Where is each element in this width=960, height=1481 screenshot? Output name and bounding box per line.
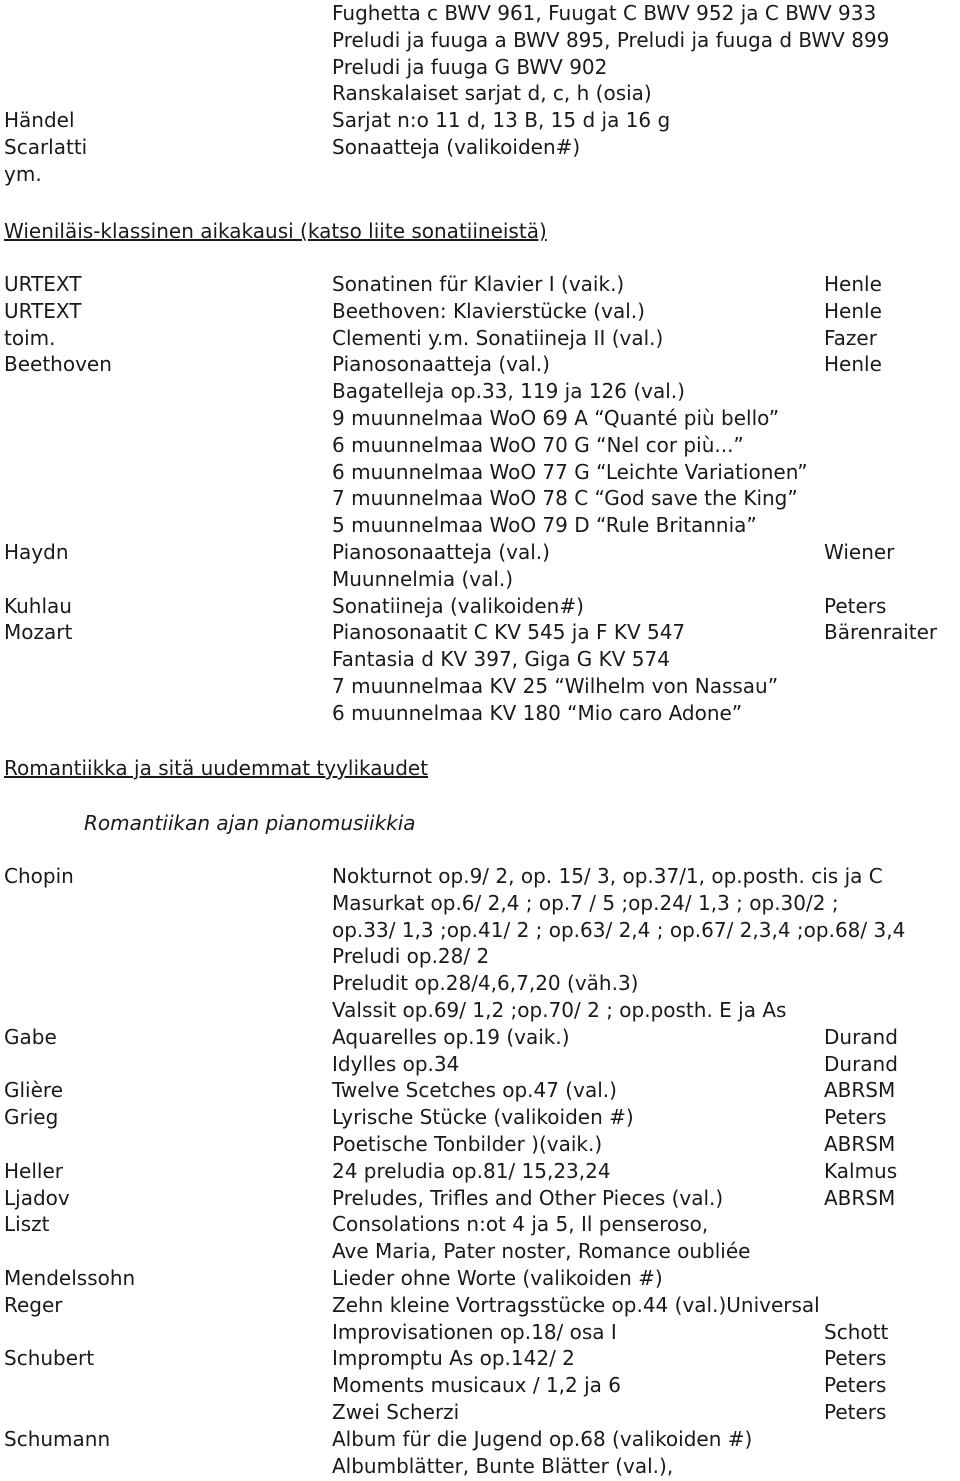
work-cell: Twelve Scetches op.47 (val.) [332, 1078, 617, 1103]
composer-cell: Gabe [4, 1024, 57, 1049]
composer-cell: Beethoven [4, 352, 112, 377]
work-cell: 7 muunnelmaa WoO 78 C “God save the King” [332, 486, 798, 511]
table-row [0, 700, 960, 727]
table-row [0, 459, 960, 486]
composer-cell: Kuhlau [4, 593, 72, 618]
composer-cell: Ljadov [4, 1185, 70, 1210]
table-row [0, 1104, 960, 1131]
work-cell: Consolations n:ot 4 ja 5, Il penseroso, [332, 1212, 709, 1237]
table-row [0, 943, 960, 970]
work-cell: Fughetta c BWV 961, Fuugat C BWV 952 ja C BWV 933 [332, 1, 877, 25]
table-row [0, 485, 960, 512]
work-cell: Clementi y.m. Sonatiineja II (val.) [332, 325, 664, 350]
table-row [0, 1185, 960, 1212]
table-row [0, 1051, 960, 1078]
table-row [0, 1399, 960, 1426]
table-row [0, 54, 960, 81]
work-cell: Sonatinen für Klavier I (vaik.) [332, 272, 625, 296]
composer-cell: Chopin [4, 864, 74, 888]
work-cell: op.33/ 1,3 ;op.41/ 2 ; op.63/ 2,4 ; op.67/ 2,3,4 ;op.68/ 3,4 [332, 917, 906, 942]
table-row [0, 1453, 960, 1480]
table-row [0, 1426, 960, 1453]
work-cell: Preludi ja fuuga G BWV 902 [332, 54, 608, 79]
composer-cell: Heller [4, 1158, 63, 1183]
work-cell: Preludi op.28/ 2 [332, 944, 490, 969]
table-row [0, 539, 960, 566]
table-row [0, 1238, 960, 1265]
table-row [0, 0, 960, 27]
work-cell: 5 muunnelmaa WoO 79 D “Rule Britannia” [332, 513, 757, 538]
composer-cell: Scarlatti [4, 135, 88, 159]
table-row [0, 1024, 960, 1051]
table-row [0, 1131, 960, 1158]
table-row [0, 1345, 960, 1372]
work-cell: Zehn kleine Vortragsstücke op.44 (val.)Universal [332, 1292, 820, 1317]
table-row [0, 27, 960, 54]
table-row [0, 566, 960, 593]
publisher-cell: Durand [824, 1024, 898, 1049]
publisher-cell: Peters [824, 1373, 887, 1398]
composer-cell: URTEXT [4, 272, 82, 296]
publisher-cell: Henle [824, 352, 882, 377]
work-cell: Fantasia d KV 397, Giga G KV 574 [332, 647, 670, 672]
work-cell: Sarjat n:o 11 d, 13 B, 15 d ja 16 g [332, 108, 671, 133]
table-row [0, 325, 960, 352]
table-row [0, 271, 960, 298]
work-cell: Pianosonaatteja (val.) [332, 540, 550, 564]
work-cell: 7 muunnelmaa KV 25 “Wilhelm von Nassau” [332, 674, 779, 698]
table-row [0, 1077, 960, 1104]
table-row [0, 134, 960, 161]
composer-cell: ym. [4, 161, 42, 186]
table-row [0, 1319, 960, 1346]
work-cell: Moments musicaux / 1,2 ja 6 [332, 1373, 621, 1398]
work-cell: Ave Maria, Pater noster, Romance oubliée [332, 1239, 751, 1264]
table-row [0, 863, 960, 890]
work-cell: 6 muunnelmaa WoO 70 G “Nel cor più...” [332, 432, 744, 457]
work-cell: Albumblätter, Bunte Blätter (val.), [332, 1453, 674, 1478]
section-heading-classical: Wieniläis-klassinen aikakausi (katso liite sonatiineistä) [4, 219, 547, 243]
table-row [0, 512, 960, 539]
publisher-cell: Peters [824, 1400, 887, 1424]
table-row [0, 646, 960, 673]
publisher-cell: Fazer [824, 325, 877, 350]
composer-cell: Schubert [4, 1346, 95, 1371]
publisher-cell: Durand [824, 1051, 898, 1076]
work-cell: Preludit op.28/4,6,7,20 (väh.3) [332, 971, 639, 996]
publisher-cell: Peters [824, 1105, 887, 1130]
composer-cell: Grieg [4, 1105, 59, 1130]
composer-cell: Händel [4, 108, 75, 133]
table-row [0, 917, 960, 944]
table-row [0, 1158, 960, 1185]
publisher-cell: Peters [824, 1346, 887, 1371]
work-cell: 24 preludia op.81/ 15,23,24 [332, 1158, 611, 1183]
work-cell: Ranskalaiset sarjat d, c, h (osia) [332, 81, 652, 106]
table-row [0, 298, 960, 325]
composer-cell: URTEXT [4, 298, 82, 323]
composer-cell: Liszt [4, 1212, 50, 1237]
table-row [0, 80, 960, 107]
table-row [0, 1372, 960, 1399]
work-cell: 9 muunnelmaa WoO 69 A “Quanté più bello” [332, 406, 780, 430]
work-cell: Preludi ja fuuga a BWV 895, Preludi ja fuuga d BWV 899 [332, 27, 890, 52]
table-row [0, 890, 960, 917]
table-row [0, 432, 960, 459]
work-cell: 6 muunnelmaa KV 180 “Mio caro Adone” [332, 700, 743, 725]
table-row [0, 107, 960, 134]
work-cell: Bagatelleja op.33, 119 ja 126 (val.) [332, 379, 685, 404]
work-cell: Preludes, Trifles and Other Pieces (val.) [332, 1185, 724, 1210]
table-row [0, 1265, 960, 1292]
work-cell: Lieder ohne Worte (valikoiden #) [332, 1266, 663, 1290]
composer-cell: Glière [4, 1078, 64, 1103]
table-row [0, 997, 960, 1024]
publisher-cell: Kalmus [824, 1158, 898, 1183]
composer-cell: Reger [4, 1292, 63, 1317]
table-row [0, 1292, 960, 1319]
work-cell: Beethoven: Klavierstücke (val.) [332, 298, 645, 323]
work-cell: Pianosonaatit C KV 545 ja F KV 547 [332, 620, 686, 645]
table-row [0, 970, 960, 997]
table-row [0, 351, 960, 378]
publisher-cell: Schott [824, 1319, 889, 1344]
publisher-cell: ABRSM [824, 1185, 896, 1210]
work-cell: Poetische Tonbilder )(vaik.) [332, 1132, 603, 1156]
table-row [0, 673, 960, 700]
composer-cell: toim. [4, 325, 56, 350]
section-subheading-romantic: Romantiikan ajan pianomusiikkia [84, 811, 416, 835]
work-cell: Improvisationen op.18/ osa I [332, 1319, 617, 1344]
work-cell: 6 muunnelmaa WoO 77 G “Leichte Variationen” [332, 459, 808, 484]
table-row [0, 1211, 960, 1238]
work-cell: Album für die Jugend op.68 (valikoiden #) [332, 1426, 753, 1451]
composer-cell: Mendelssohn [4, 1266, 136, 1290]
publisher-cell: Henle [824, 298, 882, 323]
work-cell: Zwei Scherzi [332, 1400, 460, 1424]
work-cell: Aquarelles op.19 (vaik.) [332, 1024, 570, 1049]
publisher-cell: Peters [824, 593, 887, 618]
publisher-cell: ABRSM [824, 1078, 896, 1103]
work-cell: Sonatiineja (valikoiden#) [332, 593, 584, 618]
work-cell: Impromptu As op.142/ 2 [332, 1346, 575, 1371]
section-heading-romantic: Romantiikka ja sitä uudemmat tyylikaudet [4, 756, 429, 780]
work-cell: Pianosonaatteja (val.) [332, 352, 550, 377]
work-cell: Muunnelmia (val.) [332, 566, 514, 591]
work-cell: Masurkat op.6/ 2,4 ; op.7 / 5 ;op.24/ 1,3 ; op.30/2 ; [332, 890, 839, 915]
composer-cell: Mozart [4, 620, 73, 645]
composer-cell: Haydn [4, 540, 69, 564]
table-row [0, 593, 960, 620]
work-cell: Valssit op.69/ 1,2 ;op.70/ 2 ; op.posth. E ja As [332, 998, 787, 1022]
table-row [0, 378, 960, 405]
publisher-cell: Bärenraiter [824, 620, 938, 645]
publisher-cell: Wiener [824, 540, 895, 564]
publisher-cell: Henle [824, 272, 882, 296]
publisher-cell: ABRSM [824, 1132, 896, 1156]
table-row [0, 405, 960, 432]
work-cell: Sonaatteja (valikoiden#) [332, 135, 581, 159]
table-row [0, 619, 960, 646]
composer-cell: Schumann [4, 1426, 111, 1451]
work-cell: Idylles op.34 [332, 1051, 460, 1076]
work-cell: Nokturnot op.9/ 2, op. 15/ 3, op.37/1, op.posth. cis ja C [332, 864, 883, 888]
work-cell: Lyrische Stücke (valikoiden #) [332, 1105, 634, 1130]
table-row [0, 161, 960, 188]
